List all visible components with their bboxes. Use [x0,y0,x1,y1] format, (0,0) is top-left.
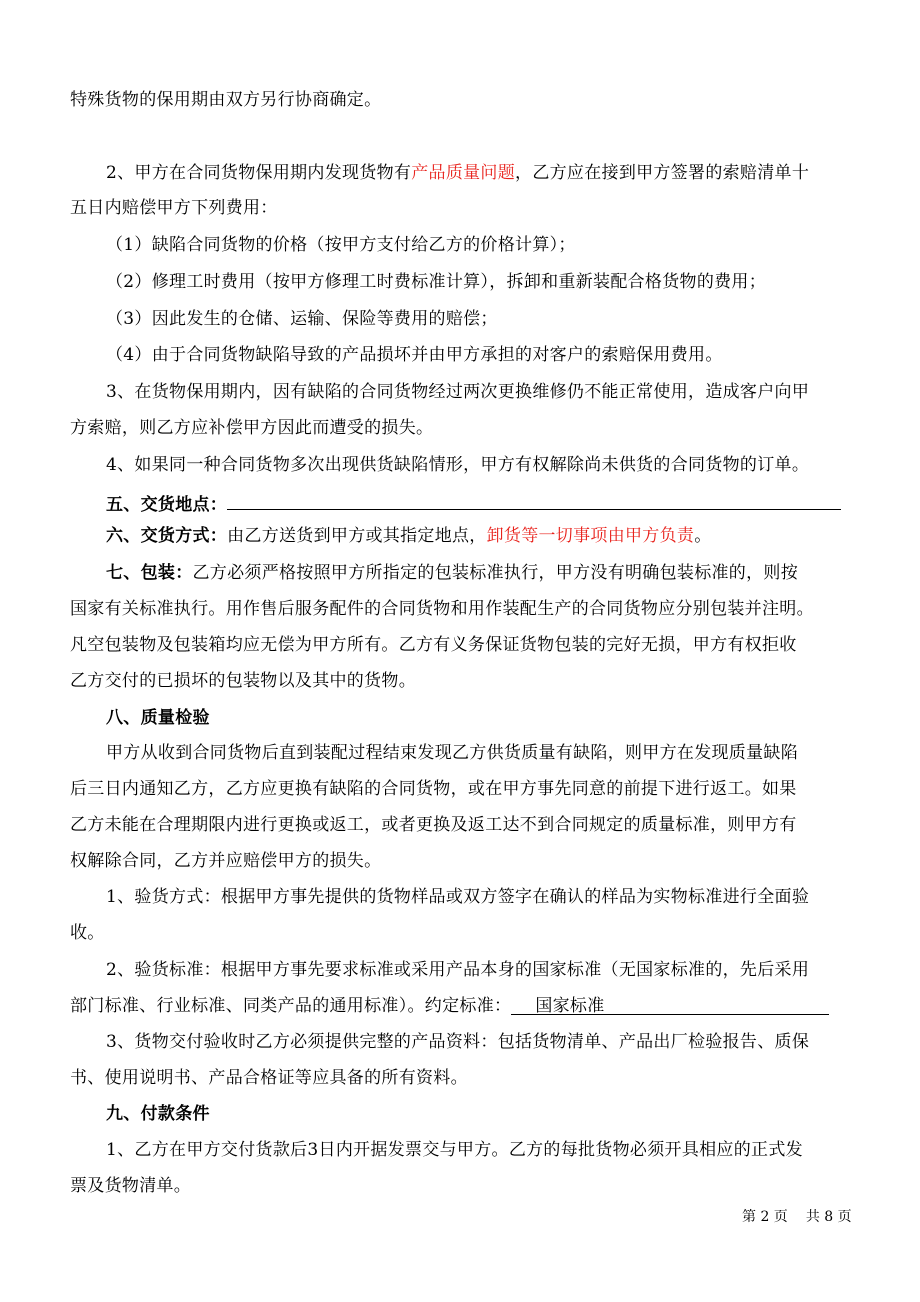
text: 凡空包装物及包装箱均应无偿为甲方所有。乙方有义务保证货物包装的完好无损，甲方有权拒收 [70,635,797,655]
text: 1、乙方在甲方交付货款后3日内开据发票交与甲方。乙方的每批货物必须开具相应的正式发 [106,1140,803,1160]
agreed-standard-blank [511,994,829,1015]
text: 3、货物交付验收时乙方必须提供完整的产品资料：包括货物清单、产品出厂检验报告、质保 [106,1032,810,1052]
paragraph-line [70,849,850,873]
section-heading: 七、包装： [106,563,193,583]
text: 乙方必须严格按照甲方所指定的包装标准执行，甲方没有明确包装标准的，则按 [192,563,798,583]
page-total: 共 8 页 [805,1209,852,1225]
paragraph-line [70,669,850,693]
paragraph-line [70,1066,850,1090]
text: 收。 [70,923,105,943]
page-number: 第 2 页 [742,1209,788,1225]
clause-4-line [106,453,850,477]
clause-3-line [106,380,850,404]
text: 票及货物清单。 [70,1176,192,1196]
highlighted-text: 卸货等一切事项由甲方负责 [486,526,695,546]
text: 4、如果同一种合同货物多次出现供货缺陷情形，甲方有权解除尚未供货的合同货物的订单。 [106,455,810,475]
section-6-line [106,524,850,548]
text: 由乙方送货到甲方或其指定地点， [227,526,487,546]
section-5-heading [106,489,850,517]
paragraph-line [70,1174,850,1198]
text: 方索赔，则乙方应补偿甲方因此而遭受的损失。 [70,418,434,438]
text: 1、验货方式：根据甲方事先提供的货物样品或双方签字在确认的样品为实物标准进行全面验 [106,887,810,907]
section-heading: 九、付款条件 [106,1104,210,1124]
text: 国家有关标准执行。用作售后服务配件的合同货物和用作装配生产的合同货物应分别包装并注明。 [70,599,814,619]
text: 2、甲方在合同货物保用期内发现货物有 [106,163,412,183]
product-documents-line [106,1030,850,1054]
paragraph-line [70,196,850,220]
page-footer [742,1208,852,1226]
list-item [106,270,850,294]
paragraph-line [70,777,850,801]
text: （3）因此发生的仓储、运输、保险等费用的赔偿； [106,309,498,329]
paragraph-line [70,597,850,621]
list-item [106,343,850,367]
list-item [106,307,850,331]
text: 书、使用说明书、产品合格证等应具备的所有资料。 [70,1068,468,1088]
text: （4）由于合同货物缺陷导致的产品损坏并由甲方承担的对客户的索赔保用费用。 [106,345,723,365]
section-heading: 六、交货方式： [106,526,228,546]
text: 乙方交付的已损坏的包装物以及其中的货物。 [70,671,416,691]
text: 2、验货标准：根据甲方事先要求标准或采用产品本身的国家标准（无国家标准的，先后采用 [106,960,810,980]
section-heading: 五、交货地点： [106,495,228,515]
text: 部门标准、行业标准、同类产品的通用标准）。约定标准： [70,996,512,1016]
section-9-heading [106,1102,850,1126]
text: （1）缺陷合同货物的价格（按甲方支付给乙方的价格计算）； [106,235,576,255]
text: 特殊货物的保用期由双方另行协商确定。 [70,90,382,110]
paragraph-line [70,416,850,440]
paragraph-line [70,633,850,657]
text: 3、在货物保用期内，因有缺陷的合同货物经过两次更换维修仍不能正常使用，造成客户向甲 [106,382,810,402]
text: （2）修理工时费用（按甲方修理工时费标准计算），拆卸和重新装配合格货物的费用； [106,272,767,292]
text: 。 [694,526,712,546]
paragraph-line [106,741,850,765]
text: ，乙方应在接到甲方签署的索赔清单十 [515,163,810,183]
agreed-standard-line [70,994,850,1018]
section-7-line [106,561,850,585]
clause-2-line [106,161,850,185]
payment-clause-line [106,1138,850,1162]
agreed-standard-value: 国家标准 [535,996,605,1016]
list-item [106,233,850,257]
paragraph-line [70,921,850,945]
delivery-location-blank [227,489,841,510]
section-heading: 八、质量检验 [106,708,210,728]
inspection-method-line [106,885,850,909]
highlighted-text: 产品质量问题 [411,163,516,183]
text: 五日内赔偿甲方下列费用： [70,198,278,218]
text: 后三日内通知乙方，乙方应更换有缺陷的合同货物，或在甲方事先同意的前提下进行返工。如果 [70,779,797,799]
inspection-standard-line [106,958,850,982]
paragraph-line [70,88,850,112]
text: 乙方未能在合理期限内进行更换或返工，或者更换及返工达不到合同规定的质量标准，则甲方有 [70,815,797,835]
text: 权解除合同，乙方并应赔偿甲方的损失。 [70,851,382,871]
section-8-heading [106,706,850,730]
paragraph-line [70,813,850,837]
text: 甲方从收到合同货物后直到装配过程结束发现乙方供货质量有缺陷，则甲方在发现质量缺陷 [106,743,798,763]
